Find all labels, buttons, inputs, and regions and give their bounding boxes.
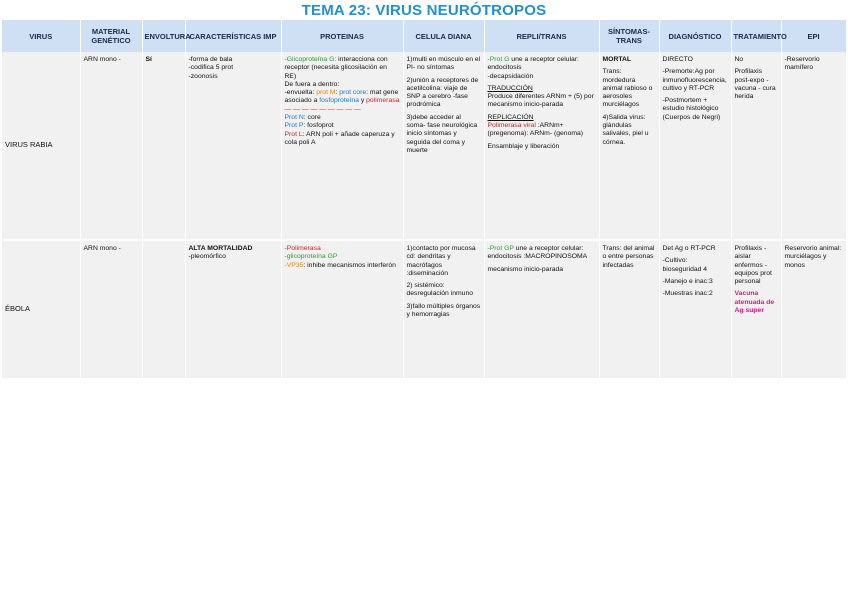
cell-repli-ebola [484, 240, 599, 379]
text-line: 2)unión a receptores de acetilcolina: viaje de SNP a cerebro -fase prodrómica [406, 76, 479, 109]
header-caracteristicas: CARACTERÍSTICAS IMP [185, 20, 281, 52]
virus-table [2, 20, 847, 380]
header-envoltura: ENVOLTURA [142, 20, 185, 52]
cell-celula-ebola [403, 240, 484, 379]
cell-celula-rabia [403, 52, 484, 240]
text-line: -forma de bala [188, 56, 233, 63]
directo-label: DIRECTO [662, 56, 693, 63]
cell-material-rabia: ARN mono - [80, 52, 142, 240]
header-tratamiento: TRATAMIENTO [731, 20, 781, 52]
vp35-label: -VP35 [284, 261, 304, 269]
text-line: -Postmortem + estudio histológico (Cuerpos de Negri) [662, 97, 721, 121]
text-span: une a receptor celular: endocitosis [487, 56, 579, 72]
cell-epi-ebola: Reservorio animal: murciélagos y monos [781, 240, 846, 379]
cell-caracteristicas-ebola [185, 240, 281, 379]
text-span: interacciona con receptor (necesita glicosilación en RE) [284, 56, 388, 80]
prot-m-label: prot M [316, 89, 336, 97]
text-line: De fuera a dentro: [284, 80, 340, 88]
text-line: 1)contacto por mucosa cd: dendritas y macrófagos :diseminación [406, 245, 476, 277]
cell-sintomas-ebola: Trans: del animal o entre personas infectadas [599, 240, 659, 379]
prot-gp-label: -Prot GP [487, 245, 514, 252]
text-line: -codifica 5 prot [188, 64, 234, 72]
prot-p-label: Prot P [284, 122, 304, 130]
text-line: Det Ag o RT-PCR [662, 245, 716, 252]
table-row-ebola [2, 240, 846, 379]
text-line: -Premorte:Ag por inmunofluorescencia, cultivo y RT-PCR [662, 68, 727, 92]
text-line: 3)fallo múltiples órganos y hemorragias [406, 302, 481, 319]
text-span: -envuelta: [284, 89, 317, 97]
text-line: No [734, 56, 744, 63]
text-span: : fosfoprot [303, 122, 334, 130]
cell-envoltura-ebola [142, 240, 185, 379]
header-material: MATERIAL GENÉTICO [80, 20, 142, 52]
cell-tratamiento-ebola [731, 240, 781, 379]
text-span: : [335, 89, 340, 97]
cell-caracteristicas-rabia [185, 52, 281, 240]
polimerasa-viral-label: Polimerasa viral [487, 122, 536, 130]
cell-diagnostico-ebola [659, 240, 731, 379]
cell-diagnostico-rabia [659, 52, 731, 240]
traduccion-heading: TRADUCCIÓN [487, 84, 533, 92]
cell-tratamiento-rabia [731, 52, 781, 240]
fosfoproteina-label: fosfoproteína [319, 97, 359, 105]
text-span: :ARNm+ (pregenoma): ARNm- (genoma) [487, 122, 584, 138]
cell-proteinas-ebola [281, 240, 403, 379]
text-span: : mat gene asociado a [284, 89, 399, 105]
header-sintomas: SÍNTOMAS-TRANS [599, 20, 659, 52]
text-line: mecanismo inicio-parada [487, 265, 564, 273]
text-line: 3)debe acceder al soma- fase neurológica inicio síntomas y seguida del coma y muerte [406, 113, 478, 154]
cell-sintomas-rabia [599, 52, 659, 240]
cell-material-ebola: ARN mono - [80, 240, 142, 379]
text-line: -Muestras inac:2 [662, 290, 713, 298]
text-span: : inhibe mecanismos interferón [303, 261, 396, 269]
text-line: -Manejo e inac:3 [662, 277, 713, 285]
text-line: -Cultivo: bioseguridad 4 [662, 257, 708, 273]
text-line: 1)multi en músculo en el PI- no síntomas [406, 56, 481, 72]
cell-epi-rabia: -Reservorio mamífero [781, 52, 846, 240]
header-repli: REPLI/TRANS [484, 20, 599, 52]
dashed-divider: — — — — — — — — — [284, 105, 361, 113]
text-line: Produce diferentes ARNm + (5) por mecanismo inicio-parada [487, 93, 594, 109]
text-line: Profilaxis -aislar enfermos -equipos prot personal [734, 245, 772, 286]
text-line: 2) sistémico: desregulación inmuno [406, 282, 474, 298]
cell-repli-rabia [484, 52, 599, 240]
text-line: 4)Salida virus: glándulas salivales, piel u córnea. [602, 113, 649, 146]
cell-virus-rabia: VIRUS RABIA [2, 52, 80, 240]
header-epi: EPI [781, 20, 846, 52]
text-span: : ARN poli + añade caperuza y cola poli A [284, 130, 395, 146]
text-line: -pleomórfico [188, 253, 226, 261]
cell-virus-ebola: ÉBOLA [2, 240, 80, 379]
polimerasa-label: polimerasa [366, 97, 400, 105]
glicoproteina-gp-label: -glicoproteína GP [284, 253, 338, 261]
polimerasa-label: -Polimerasa [284, 245, 321, 252]
mortal-label: MORTAL [602, 56, 632, 63]
prot-n-label: Prot N [284, 114, 304, 122]
prot-l-label: Prot L [284, 130, 303, 138]
page-title: TEMA 23: VIRUS NEURÓTROPOS [301, 2, 547, 19]
alta-mortalidad-label: ALTA MORTALIDAD [188, 245, 253, 252]
prot-core-label: prot core [339, 89, 367, 97]
header-proteinas: PROTEINAS [281, 20, 403, 52]
header-row [2, 20, 846, 52]
text-line: Profilaxis post-expo -vacuna - cura herida [734, 68, 776, 101]
replicacion-heading: REPLICACIÓN [487, 113, 534, 121]
glicoproteina-g-label: -Glicoproteína G: [284, 56, 337, 63]
header-virus: VIRUS [2, 20, 80, 52]
text-line: -decapsidación [487, 72, 534, 80]
cell-envoltura-rabia: Sí [142, 52, 185, 240]
vacuna-label: Vacuna atenuada de Ag super [734, 290, 775, 315]
text-line: -zoonosis [188, 72, 218, 80]
table-row-rabia [2, 52, 846, 240]
header-diagnostico: DIAGNÓSTICO [659, 20, 731, 52]
text-span: une a receptor celular: endocitosis :MACROPINOSOMA [487, 245, 588, 261]
cell-proteinas-rabia [281, 52, 403, 240]
text-line: Trans: mordedura animal rabioso o aerosoles murciélagos [602, 68, 653, 109]
text-line: Ensamblaje y liberación [487, 142, 560, 150]
text-span: : core [303, 114, 321, 122]
header-celula: CELULA DIANA [403, 20, 484, 52]
prot-g-label: -Prot G [487, 56, 510, 63]
text-span: y [358, 97, 367, 105]
